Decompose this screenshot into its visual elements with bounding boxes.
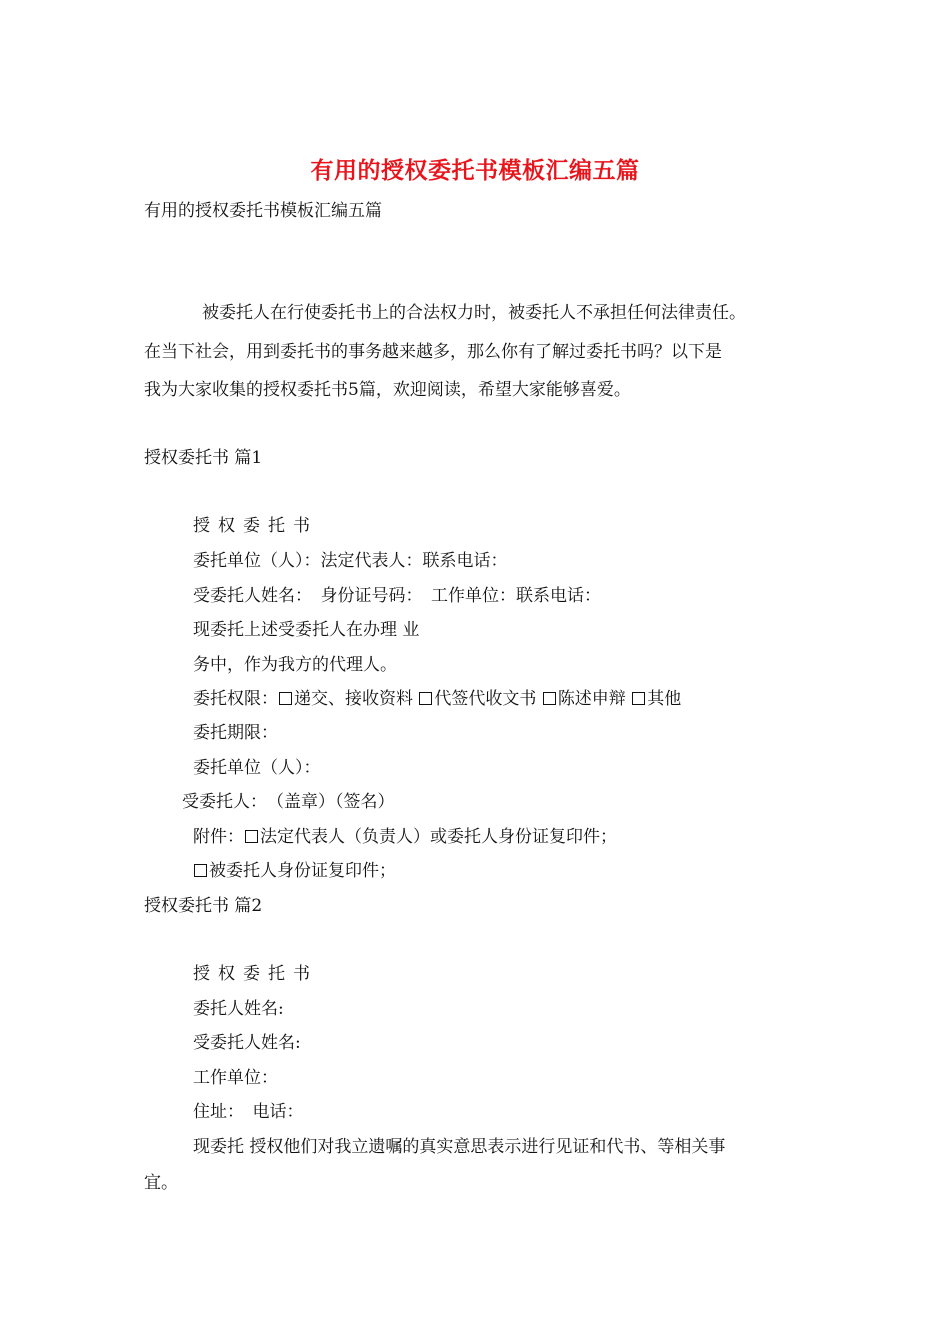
- checkbox: [632, 692, 645, 705]
- section1-term: 委托期限：: [193, 723, 278, 743]
- section1-line-3: 现委托上述受委托人在办理 业: [193, 620, 420, 640]
- section1-line-1: 委托单位（人）：法定代表人：联系电话：: [193, 551, 508, 571]
- document-subtitle: 有用的授权委托书模板汇编五篇: [144, 201, 382, 221]
- checkbox: [419, 692, 432, 705]
- checkbox: [194, 864, 207, 877]
- section1-doc-title: 授权委托书: [193, 516, 318, 536]
- document-title: 有用的授权委托书模板汇编五篇: [310, 157, 640, 184]
- section1-line-4: 务中，作为我方的代理人。: [193, 655, 397, 675]
- attachment-row-1: [193, 826, 617, 848]
- section2-paragraph-line-1: 现委托 授权他们对我立遗嘱的真实意思表示进行见证和代书、等相关事: [193, 1137, 726, 1157]
- section1-principal: 委托单位（人）：: [193, 758, 321, 778]
- scope-option: 代签代收文书: [434, 689, 537, 709]
- scope-option: 其他: [647, 689, 682, 709]
- section1-agent-sign: 受委托人： （盖章）（签名）: [182, 792, 395, 812]
- section1-line-2: 受委托人姓名： 身份证号码： 工作单位：联系电话：: [193, 586, 601, 606]
- checkbox: [543, 692, 556, 705]
- section2-line-1: 委托人姓名:: [193, 999, 284, 1019]
- section2-line-4: 住址： 电话：: [193, 1102, 304, 1122]
- scope-option: 递交、接收资料: [294, 689, 413, 709]
- scope-label: 委托权限：: [193, 689, 278, 709]
- checkbox: [279, 692, 292, 705]
- attachment-label: 附件：: [193, 827, 244, 847]
- scope-row: [193, 688, 681, 710]
- attachment-item: 法定代表人（负责人）或委托人身份证复印件；: [260, 827, 617, 847]
- section2-line-3: 工作单位：: [193, 1068, 278, 1088]
- intro-line-3: 我为大家收集的授权委托书5篇，欢迎阅读，希望大家能够喜爱。: [144, 380, 631, 400]
- section2-line-2: 受委托人姓名:: [193, 1033, 301, 1053]
- attachment-row-2: [193, 860, 396, 882]
- intro-line-2: 在当下社会，用到委托书的事务越来越多，那么你有了解过委托书吗？以下是: [144, 342, 722, 362]
- attachment-item: 被委托人身份证复印件；: [209, 861, 396, 881]
- section2-paragraph-line-2: 宜。: [144, 1173, 178, 1193]
- section2-heading: 授权委托书 篇2: [144, 896, 263, 916]
- intro-line-1: 被委托人在行使委托书上的合法权力时，被委托人不承担任何法律责任。: [202, 303, 746, 323]
- scope-option: 陈述申辩: [557, 689, 626, 709]
- section1-heading: 授权委托书 篇1: [144, 448, 263, 468]
- checkbox: [245, 830, 258, 843]
- section2-doc-title: 授权委托书: [193, 964, 318, 984]
